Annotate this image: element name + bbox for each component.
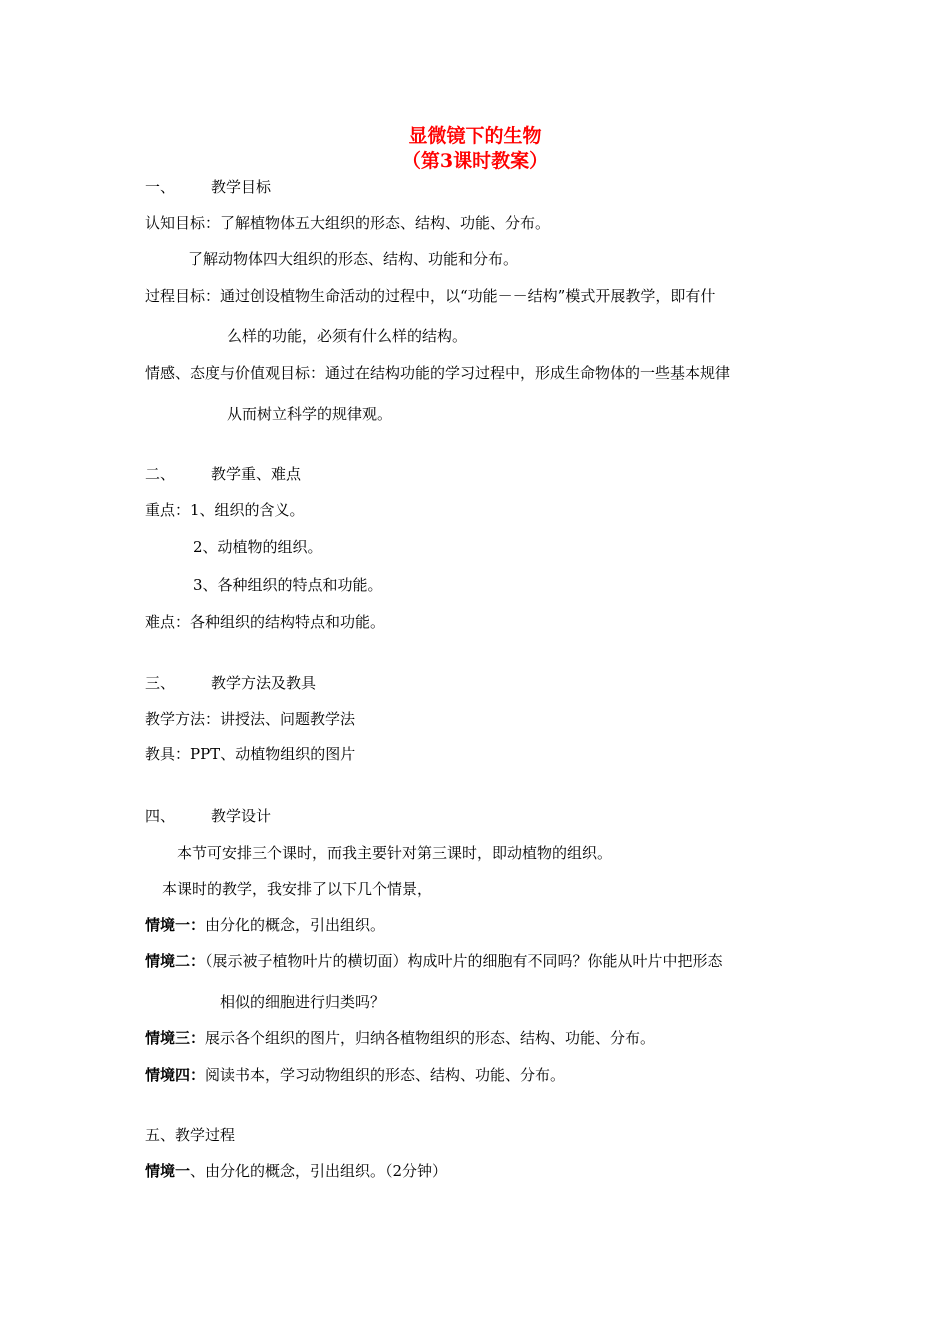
- key-point-1-text: 1、组织的含义。: [190, 501, 305, 519]
- cognitive-goal-text-2: 了解动物体四大组织的形态、结构、功能和分布。: [188, 250, 519, 268]
- section-4-number: 四、: [145, 807, 176, 825]
- emotion-goal-text-1: 通过在结构功能的学习过程中，形成生命物体的一些基本规律: [325, 364, 731, 382]
- section-1-heading: [145, 177, 271, 197]
- scenario-4-label: 情境四：: [145, 1066, 206, 1084]
- design-paragraph-2: 本课时的教学，我安排了以下几个情景，: [162, 880, 433, 898]
- teaching-tools: 教具：PPT、动植物组织的图片: [145, 745, 356, 763]
- section-1-number: 一、: [145, 178, 176, 196]
- scenario-4-text: 阅读书本，学习动物组织的形态、结构、功能、分布。: [205, 1066, 566, 1084]
- section-2-heading: [145, 464, 301, 484]
- scenario-3: [145, 1028, 655, 1048]
- section-3-heading: [145, 673, 316, 693]
- cognitive-goal: [145, 213, 550, 233]
- scenario-1: [145, 915, 385, 935]
- key-point-2: 2、动植物的组织。: [193, 538, 323, 556]
- emotion-goal-label: 情感、态度与价值观目标：: [145, 364, 326, 382]
- section-2-number: 二、: [145, 465, 176, 483]
- scenario-1-label: 情境一：: [145, 916, 206, 934]
- process-goal-label: 过程目标：: [145, 287, 221, 305]
- process-scenario-1-label: 情境一: [145, 1162, 191, 1180]
- scenario-2: [145, 951, 723, 971]
- key-point-1: [145, 500, 305, 520]
- section-3-number: 三、: [145, 674, 176, 692]
- process-goal-text-1: 通过创设植物生命活动的过程中，以“功能－－结构”模式开展教学，即有什: [220, 287, 716, 305]
- cognitive-goal-text-1: 了解植物体五大组织的形态、结构、功能、分布。: [220, 214, 551, 232]
- emotion-goal: [145, 363, 730, 383]
- scenario-2-text-2: 相似的细胞进行归类吗？: [220, 993, 386, 1011]
- scenario-2-text-1: （展示被子植物叶片的横切面）构成叶片的细胞有不同吗？你能从叶片中把形态: [205, 952, 723, 970]
- doc-title: 显微镜下的生物: [408, 125, 542, 147]
- scenario-1-text: 由分化的概念，引出组织。: [205, 916, 386, 934]
- key-point-label: 重点：: [145, 501, 191, 519]
- scenario-4: [145, 1065, 565, 1085]
- doc-subtitle: （第3课时教案）: [401, 150, 549, 172]
- hard-point-label: 难点：: [145, 613, 191, 631]
- section-3-title: 教学方法及教具: [211, 674, 317, 692]
- process-scenario-1: [145, 1161, 447, 1181]
- section-5-heading: 五、教学过程: [145, 1126, 236, 1144]
- key-point-3: 3、各种组织的特点和功能。: [193, 576, 383, 594]
- scenario-2-label: 情境二：: [145, 952, 206, 970]
- scenario-3-label: 情境三：: [145, 1029, 206, 1047]
- hard-point: [145, 612, 385, 632]
- hard-point-text: 各种组织的结构特点和功能。: [190, 613, 386, 631]
- design-paragraph-1: 本节可安排三个课时，而我主要针对第三课时，即动植物的组织。: [177, 844, 613, 862]
- section-1-title: 教学目标: [211, 178, 272, 196]
- section-2-title: 教学重、难点: [211, 465, 302, 483]
- process-scenario-1-text: 、由分化的概念，引出组织。（2分钟）: [190, 1162, 448, 1180]
- scenario-3-text: 展示各个组织的图片，归纳各植物组织的形态、结构、功能、分布。: [205, 1029, 656, 1047]
- section-4-heading: [145, 806, 271, 826]
- process-goal-text-2: 么样的功能，必须有什么样的结构。: [227, 327, 468, 345]
- emotion-goal-text-2: 从而树立科学的规律观。: [227, 405, 393, 423]
- teaching-method: 教学方法：讲授法、问题教学法: [145, 710, 356, 728]
- process-goal: [145, 286, 715, 306]
- section-4-title: 教学设计: [211, 807, 272, 825]
- cognitive-goal-label: 认知目标：: [145, 214, 221, 232]
